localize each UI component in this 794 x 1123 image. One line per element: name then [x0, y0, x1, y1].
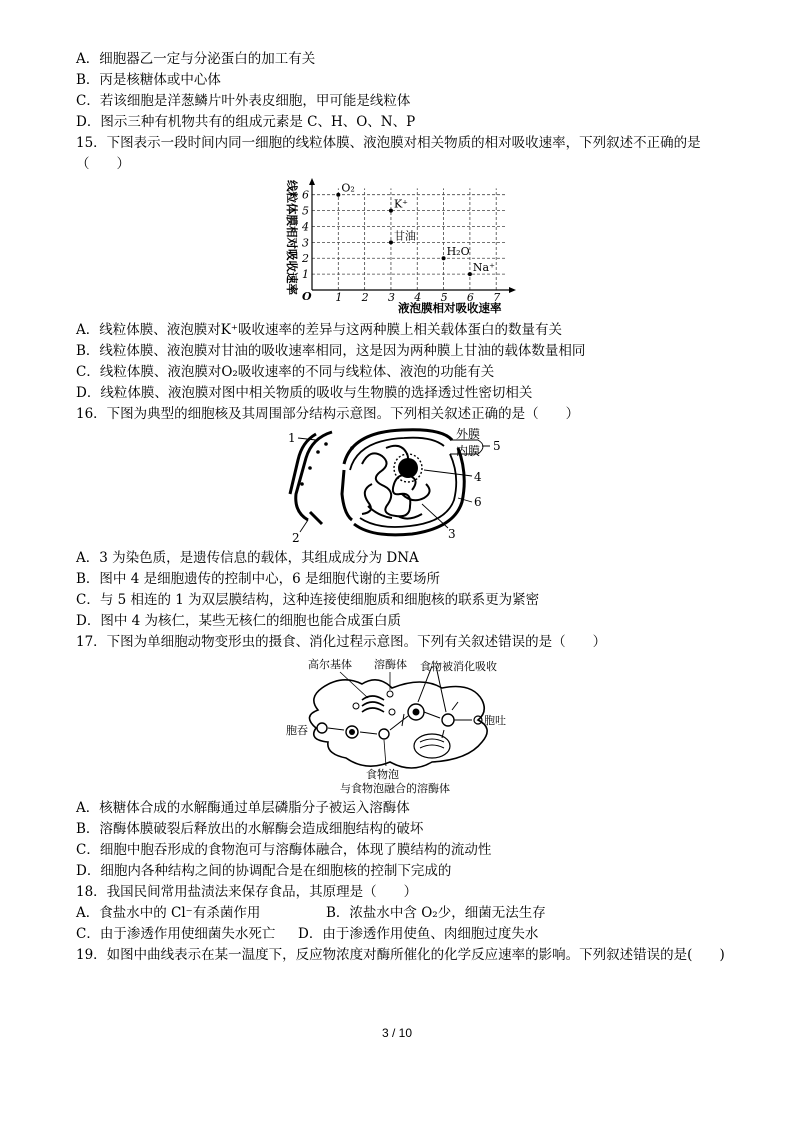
- label-fused-lysosome: 与食物泡融合的溶酶体: [340, 782, 450, 795]
- q17-option-a: A．核糖体合成的水解酶通过单层磷脂分子被运入溶酶体: [76, 800, 410, 816]
- label-6: 6: [474, 495, 482, 509]
- q16-nucleus-diagram: [282, 424, 512, 544]
- q19-stem: 19．如图中曲线表示在某一温度下，反应物浓度对酶所催化的化学反应速率的影响。下列叙述错误的是( ): [76, 947, 725, 963]
- fused-vacuole-2: [442, 714, 454, 726]
- data-point: [389, 240, 393, 244]
- chromatin: [362, 446, 430, 519]
- label-line-golgi: [340, 672, 368, 698]
- x-tick-label: 2: [361, 291, 369, 304]
- prev-option-c: C．若该细胞是洋葱鳞片叶外表皮细胞，甲可能是线粒体: [76, 93, 411, 109]
- prev-option-d: D．图示三种有机物共有的组成元素是 C、H、O、N、P: [76, 114, 416, 130]
- label-3: 3: [448, 527, 456, 541]
- chart-y-axis-label: 线粒体膜相对吸收速率: [285, 180, 299, 295]
- label-exocytosis: 胞吐: [484, 714, 506, 727]
- x-tick-label: 1: [335, 291, 343, 304]
- q15-option-c: C．线粒体膜、液泡膜对O₂吸收速率的不同与线粒体、液泡的功能有关: [76, 364, 495, 380]
- lysosome-2: [353, 703, 359, 709]
- label-1: 1: [288, 431, 296, 445]
- q15-answer-blank: （ ）: [76, 156, 130, 172]
- q16-option-d: D．图中 4 为核仁，某些无核仁的细胞也能合成蛋白质: [76, 613, 401, 629]
- chart-origin-label: O: [302, 290, 312, 303]
- label-food-vacuole: 食物泡: [366, 768, 399, 781]
- label-line-vacuole: [384, 740, 386, 766]
- nucleus-detail: [420, 739, 444, 748]
- label-outer-membrane: 外膜: [456, 427, 481, 441]
- label-inner-membrane: 内膜: [456, 444, 481, 458]
- q17-option-b: B．溶酶体膜破裂后释放出的水解酶会造成细胞结构的破坏: [76, 821, 424, 837]
- food-vacuole-2-inner: [349, 729, 355, 735]
- x-tick-label: 6: [466, 291, 474, 304]
- label-5: 5: [493, 439, 501, 453]
- lysosome-3: [389, 709, 395, 715]
- q17-amoeba-diagram: [282, 654, 522, 796]
- data-point-label: H₂O: [446, 245, 470, 259]
- data-point: [442, 256, 446, 260]
- q18-option-a: A．食盐水中的 Cl⁻有杀菌作用: [76, 905, 261, 921]
- lysosome-1: [387, 691, 393, 697]
- q16-option-b: B．图中 4 是细胞遗传的控制中心，6 是细胞代谢的主要场所: [76, 571, 440, 587]
- prev-option-b: B．丙是核糖体或中心体: [76, 72, 221, 88]
- label-2: 2: [292, 531, 300, 544]
- label-lysosome: 溶酶体: [374, 658, 407, 671]
- q15-scatter-chart: [282, 176, 522, 316]
- nuclear-envelope-left: [342, 470, 352, 520]
- label-endocytosis: 胞吞: [286, 724, 308, 737]
- data-point-label: Na⁺: [472, 261, 495, 275]
- label-4: 4: [474, 470, 482, 484]
- data-point: [336, 193, 340, 197]
- leader-2: [300, 520, 308, 532]
- x-tick-label: 7: [493, 291, 501, 304]
- page-number: 3 / 10: [381, 1026, 413, 1040]
- data-point-label: K⁺: [393, 197, 408, 211]
- nucleolus: [398, 458, 418, 478]
- q18-stem: 18．我国民间常用盐渍法来保存食品，其原理是（ ）: [76, 884, 418, 900]
- x-axis-arrow: [509, 287, 516, 293]
- q15-stem: 15．下图表示一段时间内同一细胞的线粒体膜、液泡膜对相关物质的相对吸收速率，下列叙述不正确的是: [76, 135, 701, 151]
- prev-option-a: A．细胞器乙一定与分泌蛋白的加工有关: [76, 51, 316, 67]
- q15-option-d: D．线粒体膜、液泡膜对图中相关物质的吸收与生物膜的选择透过性密切相关: [76, 385, 533, 401]
- q16-stem: 16．下图为典型的细胞核及其周围部分结构示意图。下列相关叙述正确的是（ ）: [76, 406, 580, 422]
- food-vacuole-3: [379, 729, 389, 739]
- chart-x-axis-label: 液泡膜相对吸收速率: [398, 301, 502, 315]
- x-tick-label: 3: [387, 291, 395, 304]
- y-tick-label: 6: [302, 188, 309, 202]
- q16-option-c: C．与 5 相连的 1 为双层膜结构，这种连接使细胞质和细胞核的联系更为紧密: [76, 592, 540, 608]
- q16-option-a: A．3 为染色质，是遗传信息的载体，其组成成分为 DNA: [76, 550, 419, 566]
- q15-option-a: A．线粒体膜、液泡膜对K⁺吸收速率的差异与这两种膜上相关载体蛋白的数量有关: [76, 322, 562, 338]
- y-tick-label: 1: [302, 268, 309, 282]
- x-tick-label: 4: [414, 291, 422, 304]
- q17-option-c: C．细胞中胞吞形成的食物泡可与溶酶体融合，体现了膜结构的流动性: [76, 842, 492, 858]
- label-golgi: 高尔基体: [308, 658, 352, 671]
- leader-3: [422, 504, 448, 528]
- y-tick-label: 5: [302, 204, 309, 218]
- q18-option-d: D．由于渗透作用使鱼、肉细胞过度失水: [298, 926, 539, 942]
- y-tick-label: 3: [302, 236, 309, 250]
- y-tick-label: 4: [302, 220, 309, 234]
- leader-6: [458, 498, 472, 502]
- nuclear-inner-membrane: [350, 438, 444, 470]
- y-axis-arrow: [309, 178, 315, 185]
- food-vacuole-1: [317, 723, 327, 733]
- label-food-digested: 食物被消化吸收: [420, 660, 497, 673]
- golgi-body: [362, 696, 384, 712]
- data-point: [468, 272, 472, 276]
- q18-option-c: C．由于渗透作用使细菌失水死亡: [76, 926, 276, 942]
- data-point-label: 甘油: [393, 229, 416, 243]
- q17-option-d: D．细胞内各种结构之间的协调配合是在细胞核的控制下完成的: [76, 863, 452, 879]
- q18-option-b: B．浓盐水中含 O₂少，细菌无法生存: [326, 905, 546, 921]
- x-tick-label: 5: [440, 291, 448, 304]
- q15-option-b: B．线粒体膜、液泡膜对甘油的吸收速率相同，这是因为两种膜上甘油的载体数量相同: [76, 343, 586, 359]
- fused-vacuole-1-inner: [413, 709, 420, 716]
- amoeba-nucleus: [414, 734, 450, 758]
- er-tail: [310, 512, 322, 524]
- y-tick-label: 2: [302, 252, 309, 266]
- data-point: [389, 209, 393, 213]
- chart-points: [336, 182, 495, 276]
- q17-stem: 17．下图为单细胞动物变形虫的摄食、消化过程示意图。下列有关叙述错误的是（ ）: [76, 634, 607, 650]
- data-point-label: O₂: [341, 181, 355, 195]
